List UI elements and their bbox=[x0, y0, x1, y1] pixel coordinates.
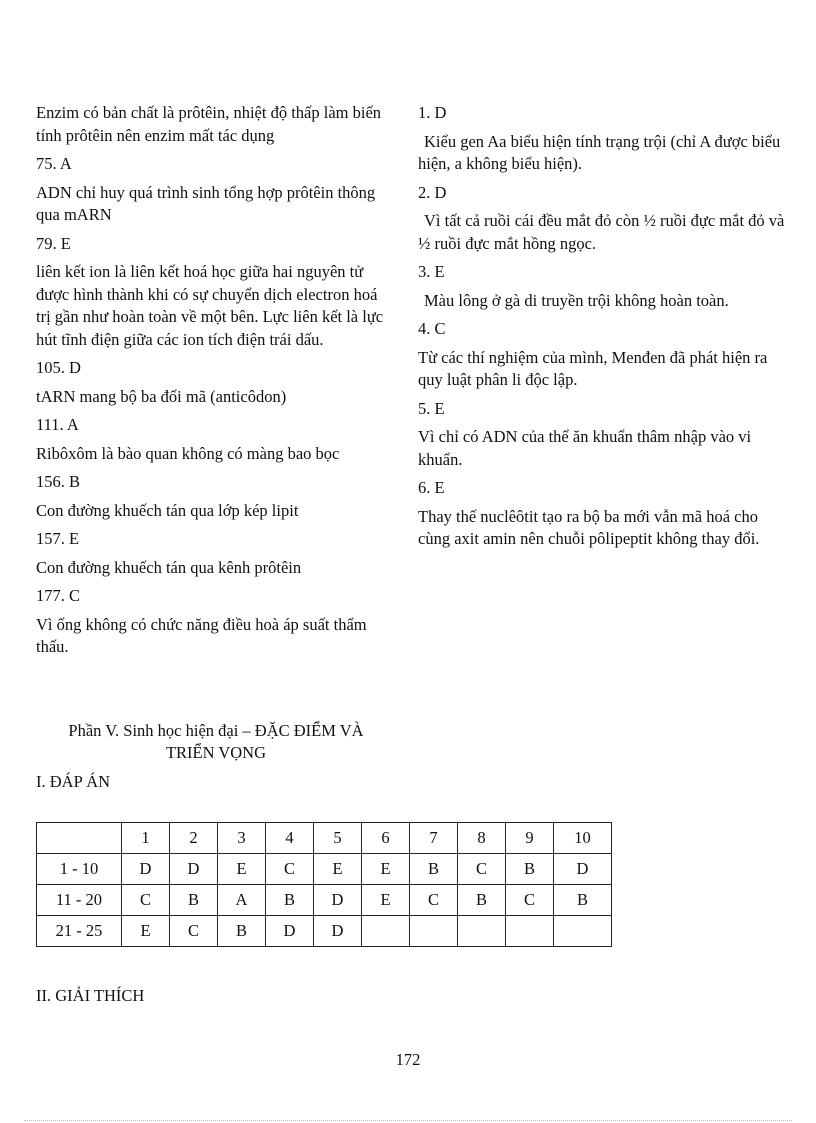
table-cell: E bbox=[218, 854, 266, 885]
answer-number: 156. B bbox=[36, 472, 81, 491]
table-cell: B bbox=[170, 885, 218, 916]
answer-block bbox=[418, 261, 790, 312]
answer-number: 79. E bbox=[36, 233, 71, 253]
table-cell: D bbox=[170, 854, 218, 885]
table-row bbox=[37, 885, 612, 916]
answer-explanation: Con đường khuếch tán qua kênh prôtêin bbox=[36, 557, 302, 577]
answer-number: 111. A bbox=[36, 415, 79, 434]
answer-block bbox=[36, 528, 396, 579]
table-cell: D bbox=[314, 916, 362, 947]
table-cell: C bbox=[410, 885, 458, 916]
page-number: 172 bbox=[395, 1050, 421, 1069]
answer-explanation: Từ các thí nghiệm của mình, Menđen đã phát hiện ra quy luật phân li độc lập. bbox=[418, 347, 768, 389]
answer-explanation: Vì chỉ có ADN của thể ăn khuẩn thâm nhập vào vi khuẩn. bbox=[418, 427, 752, 469]
table-cell: 2 bbox=[170, 823, 218, 854]
answer-number: 105. D bbox=[36, 358, 81, 377]
answer-block bbox=[36, 357, 396, 408]
answer-number: 4. C bbox=[418, 319, 446, 338]
answer-block bbox=[36, 585, 396, 659]
page-bottom-divider bbox=[24, 1120, 792, 1121]
table-cell: 5 bbox=[314, 823, 362, 854]
answer-explanation: Thay thế nuclêôtit tạo ra bộ ba mới vẫn mã hoá cho cùng axit amin nên chuỗi pôlipeptit không thay đổi. bbox=[418, 506, 760, 548]
table-cell: B bbox=[506, 854, 554, 885]
table-cell bbox=[37, 823, 122, 854]
answer-block bbox=[36, 471, 396, 522]
table-row bbox=[37, 854, 612, 885]
answer-block bbox=[36, 233, 396, 352]
answer-block bbox=[418, 318, 790, 392]
answer-block bbox=[36, 414, 396, 465]
table-cell: D bbox=[554, 854, 612, 885]
answer-explanation: liên kết ion là liên kết hoá học giữa hai nguyên tử được hình thành khi có sự chuyển dịch electron hoá trị gần như hoàn toàn về một bên. Lực liên kết là lực hút tĩnh điện giữa các ion tích điện trái dấu. bbox=[36, 262, 384, 349]
table-cell: D bbox=[314, 885, 362, 916]
table-cell: 1 - 10 bbox=[37, 854, 122, 885]
answer-number: 3. E bbox=[418, 262, 445, 281]
table-cell: 10 bbox=[554, 823, 612, 854]
table-cell: B bbox=[554, 885, 612, 916]
table-cell: B bbox=[218, 916, 266, 947]
answer-block bbox=[36, 102, 396, 147]
answer-number: 2. D bbox=[418, 182, 447, 202]
answer-explanation: Con đường khuếch tán qua lớp kép lipit bbox=[36, 500, 299, 520]
table-cell: B bbox=[458, 885, 506, 916]
answer-block bbox=[418, 102, 790, 176]
explanation-heading: II. GIẢI THÍCH bbox=[36, 986, 145, 1005]
answer-explanation: Kiểu gen Aa biểu hiện tính trạng trội (chỉ A được biểu hiện, a không biểu hiện). bbox=[418, 131, 781, 173]
table-cell: C bbox=[122, 885, 170, 916]
answer-explanation: Ribôxôm là bào quan không có màng bao bọc bbox=[36, 443, 340, 463]
answer-number: 177. C bbox=[36, 586, 81, 605]
answer-explanation: Enzim có bản chất là prôtêin, nhiệt độ thấp làm biến tính prôtêin nên enzim mất tác dụng bbox=[36, 103, 382, 145]
left-column bbox=[36, 102, 396, 665]
answer-number: 75. A bbox=[36, 154, 72, 173]
table-cell: 8 bbox=[458, 823, 506, 854]
table-cell: 21 - 25 bbox=[37, 916, 122, 947]
table-cell: E bbox=[362, 854, 410, 885]
table-cell bbox=[410, 916, 458, 947]
table-cell: 6 bbox=[362, 823, 410, 854]
table-row bbox=[37, 916, 612, 947]
answers-heading: I. ĐÁP ÁN bbox=[36, 772, 111, 791]
table-cell: 9 bbox=[506, 823, 554, 854]
table-cell: 4 bbox=[266, 823, 314, 854]
table-cell bbox=[458, 916, 506, 947]
table-cell: E bbox=[362, 885, 410, 916]
table-cell: E bbox=[314, 854, 362, 885]
table-cell: 3 bbox=[218, 823, 266, 854]
table-cell: B bbox=[410, 854, 458, 885]
answer-number: 1. D bbox=[418, 103, 447, 122]
table-cell bbox=[506, 916, 554, 947]
table-cell: D bbox=[266, 916, 314, 947]
table-cell: 1 bbox=[122, 823, 170, 854]
answer-block bbox=[418, 182, 790, 256]
table-cell bbox=[362, 916, 410, 947]
answer-block bbox=[36, 153, 396, 227]
answer-number: 6. E bbox=[418, 478, 445, 497]
table-cell: B bbox=[266, 885, 314, 916]
answer-table bbox=[36, 822, 612, 947]
answer-block bbox=[418, 477, 790, 551]
answer-explanation: Màu lông ở gà di truyền trội không hoàn toàn. bbox=[424, 290, 729, 310]
table-cell: C bbox=[506, 885, 554, 916]
table-cell bbox=[554, 916, 612, 947]
right-column bbox=[418, 102, 790, 557]
table-cell: C bbox=[266, 854, 314, 885]
table-cell: A bbox=[218, 885, 266, 916]
table-cell: C bbox=[458, 854, 506, 885]
answer-explanation: ADN chỉ huy quá trình sinh tổng hợp prôtêin thông qua mARN bbox=[36, 182, 376, 224]
table-cell: D bbox=[122, 854, 170, 885]
section-title-line-2: TRIỂN VỌNG bbox=[165, 743, 267, 762]
answer-explanation: Vì tất cả ruồi cái đều mắt đỏ còn ½ ruồi đực mắt đỏ và ½ ruồi đực mắt hồng ngọc. bbox=[418, 211, 785, 253]
table-cell: C bbox=[170, 916, 218, 947]
answer-explanation: tARN mang bộ ba đối mã (anticôdon) bbox=[36, 386, 287, 406]
answer-explanation: Vì ống không có chức năng điều hoà áp suất thẩm thấu. bbox=[36, 614, 367, 656]
table-header-row bbox=[37, 823, 612, 854]
table-cell: 11 - 20 bbox=[37, 885, 122, 916]
answer-block bbox=[418, 398, 790, 472]
answer-number: 157. E bbox=[36, 529, 80, 548]
section-title bbox=[36, 720, 396, 764]
section-title-line-1: Phần V. Sinh học hiện đại – ĐẶC ĐIỂM VÀ bbox=[68, 721, 364, 740]
table-cell: E bbox=[122, 916, 170, 947]
answer-number: 5. E bbox=[418, 398, 445, 418]
table-cell: 7 bbox=[410, 823, 458, 854]
